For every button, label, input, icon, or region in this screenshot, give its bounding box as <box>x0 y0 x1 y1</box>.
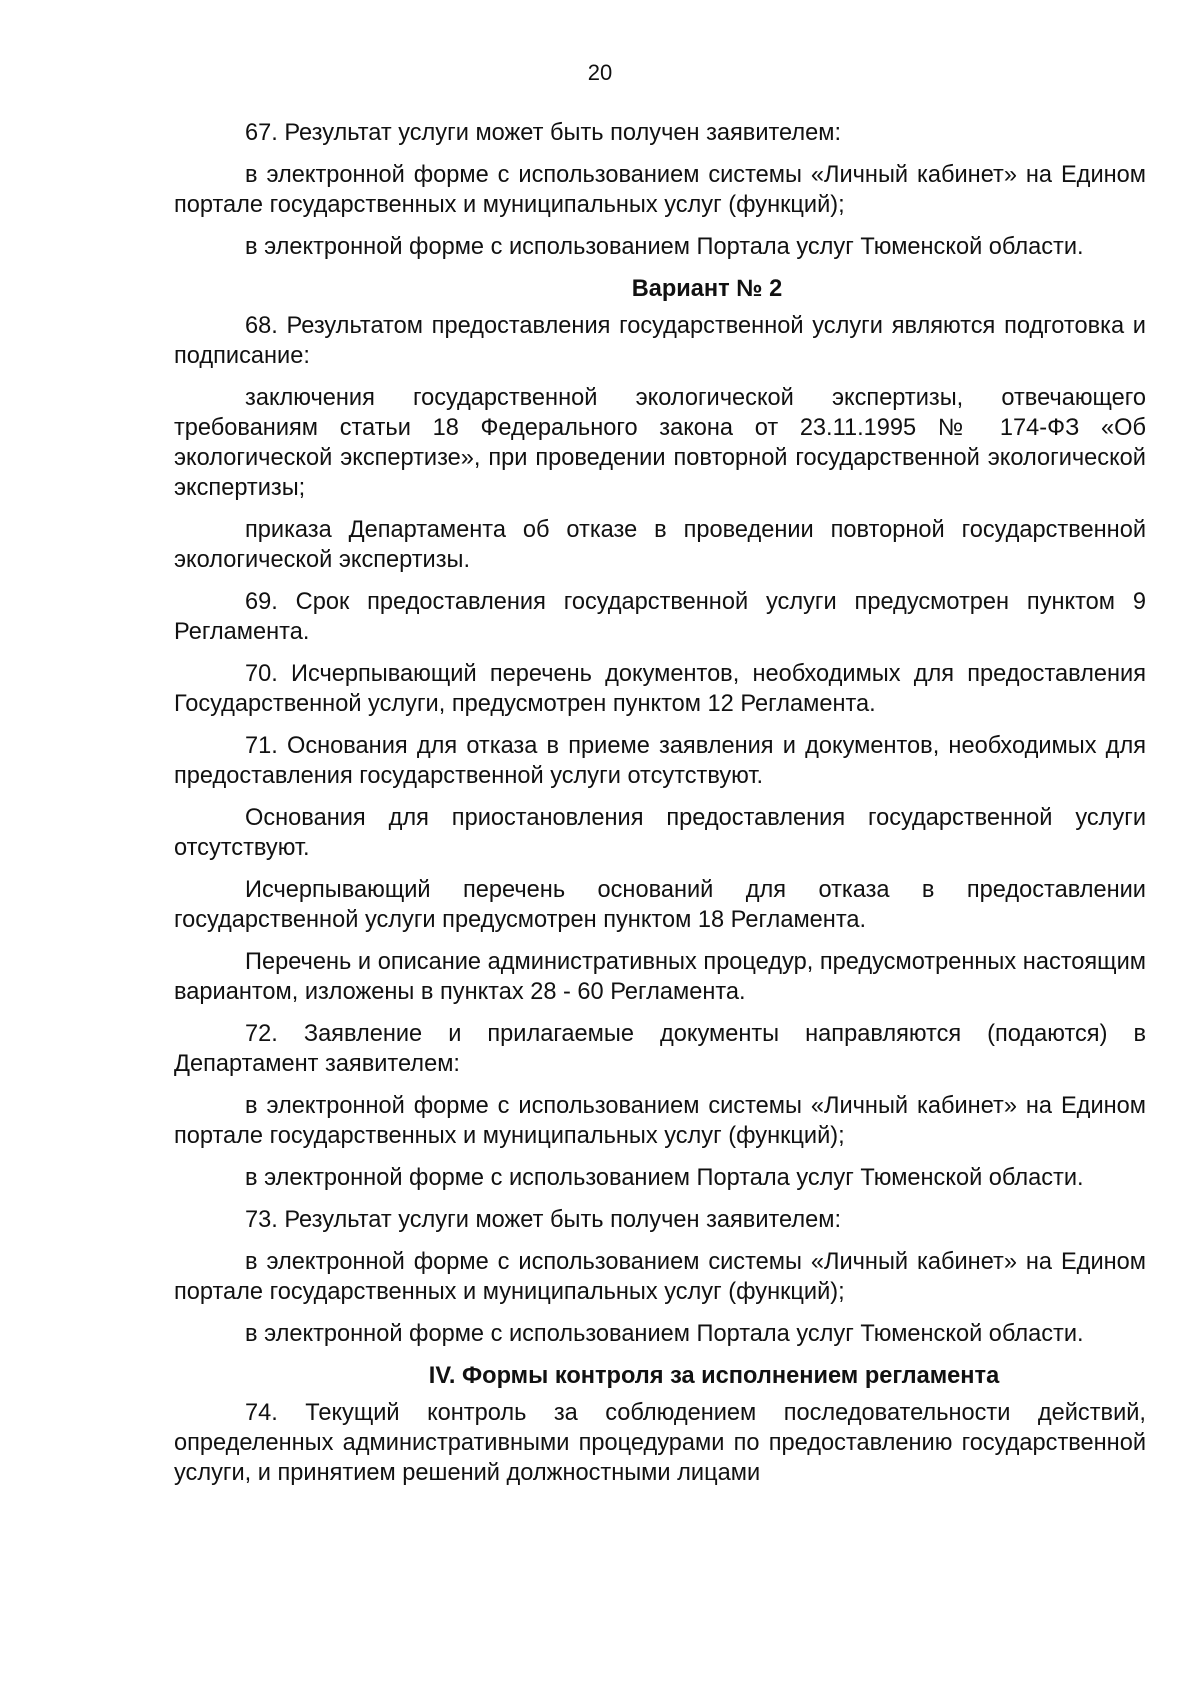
page-number: 20 <box>587 60 613 85</box>
paragraph: 71. Основания для отказа в приеме заявления и документов, необходимых для предоставления государственной услуги отсутствуют. <box>174 733 1146 789</box>
paragraph: в электронной форме с использованием Портала услуг Тюменской области. <box>245 1321 1084 1347</box>
paragraph: Перечень и описание административных процедур, предусмотренных настоящим вариантом, изложены в пунктах 28 - 60 Регламента. <box>174 949 1146 1005</box>
paragraph: 68. Результатом предоставления государственной услуги являются подготовка и подписание: <box>174 313 1146 369</box>
paragraph: в электронной форме с использованием Портала услуг Тюменской области. <box>245 1165 1084 1191</box>
paragraph: в электронной форме с использованием системы «Личный кабинет» на Едином портале государственных и муниципальных услуг (функций); <box>174 162 1146 218</box>
paragraph: Основания для приостановления предоставления государственной услуги отсутствуют. <box>174 805 1146 861</box>
paragraph: в электронной форме с использованием Портала услуг Тюменской области. <box>245 234 1084 260</box>
paragraph: заключения государственной экологической экспертизы, отвечающего требованиям статьи 18 Федерального закона от 23.11.1995 № 174-ФЗ «Об экологической экспертизе», при проведении повторной государственной экологической экспертизы; <box>174 385 1146 501</box>
paragraph: 67. Результат услуги может быть получен заявителем: <box>245 120 842 146</box>
paragraph: в электронной форме с использованием системы «Личный кабинет» на Едином портале государственных и муниципальных услуг (функций); <box>174 1249 1146 1305</box>
paragraph: 70. Исчерпывающий перечень документов, необходимых для предоставления Государственной услуги, предусмотрен пунктом 12 Регламента. <box>174 661 1146 717</box>
paragraph: 69. Срок предоставления государственной услуги предусмотрен пунктом 9 Регламента. <box>174 589 1146 645</box>
paragraph: 73. Результат услуги может быть получен заявителем: <box>245 1207 842 1233</box>
section-heading: Вариант № 2 <box>631 276 783 302</box>
paragraph: 74. Текущий контроль за соблюдением последовательности действий, определенных административными процедурами по предоставлению государственной услуги, и принятием решений должностными лицами <box>174 1400 1146 1486</box>
paragraph: Исчерпывающий перечень оснований для отказа в предоставлении государственной услуги предусмотрен пунктом 18 Регламента. <box>174 877 1146 933</box>
paragraph: 72. Заявление и прилагаемые документы направляются (подаются) в Департамент заявителем: <box>174 1021 1146 1077</box>
paragraph: в электронной форме с использованием системы «Личный кабинет» на Едином портале государственных и муниципальных услуг (функций); <box>174 1093 1146 1149</box>
section-heading: IV. Формы контроля за исполнением регламента <box>428 1363 1000 1389</box>
document-body <box>174 118 1146 1500</box>
paragraph: приказа Департамента об отказе в проведении повторной государственной экологической экспертизы. <box>174 517 1146 573</box>
